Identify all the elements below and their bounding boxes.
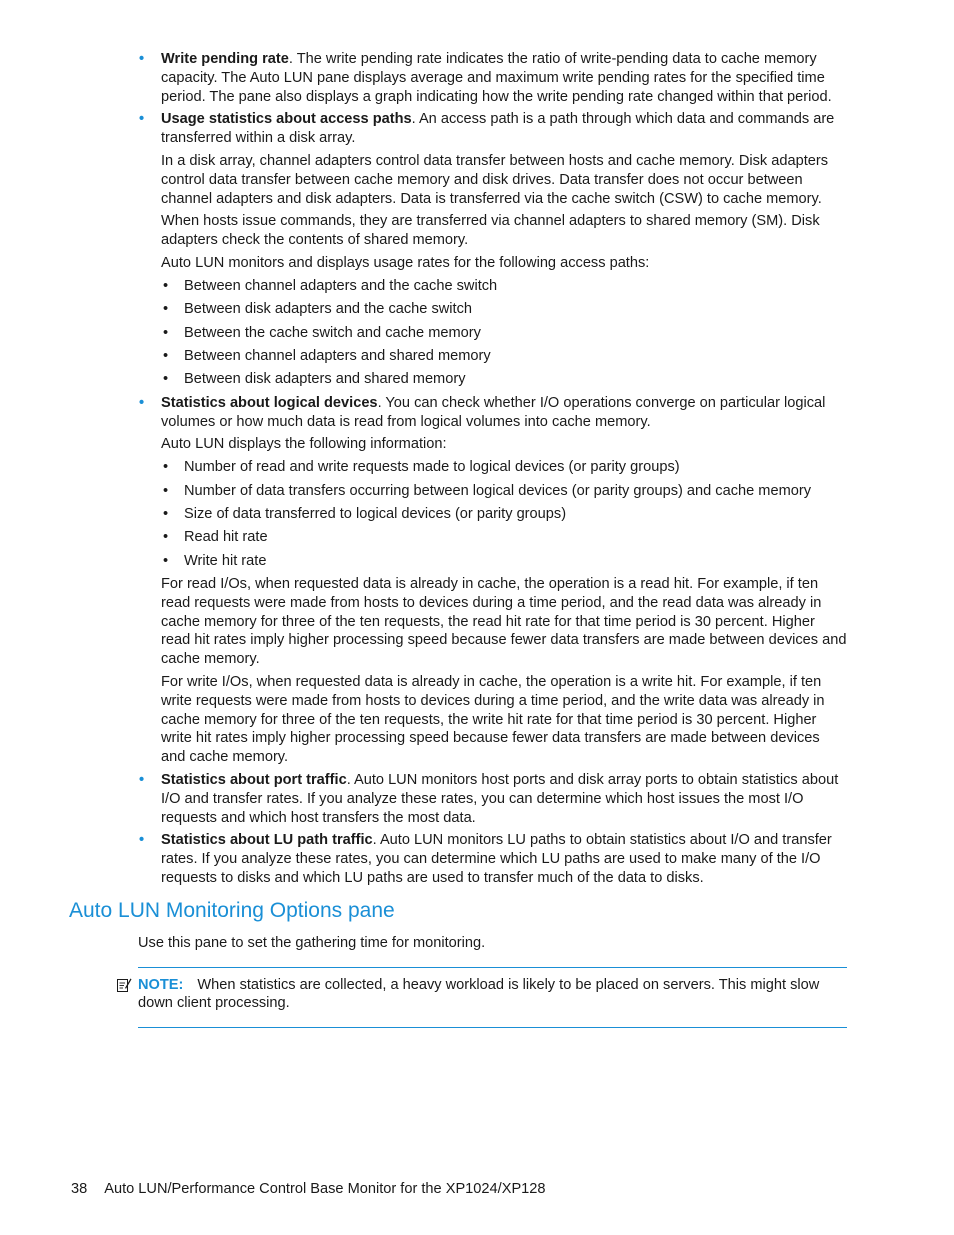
bullet: • bbox=[163, 277, 169, 294]
list-item bbox=[139, 50, 847, 106]
item-text: . The write pending rate indicates the ratio of write-pending data to cache memory capacity. The Auto LUN pane displays average and maximum write pending rates for the specified time period. The pane also displays a graph indicating how the write pending rate changed within that period. bbox=[161, 51, 832, 105]
sub-list-item: • Between the cache switch and cache memory bbox=[163, 324, 481, 341]
note-icon bbox=[116, 977, 132, 993]
bullet: • bbox=[163, 301, 169, 318]
footer-title: Auto LUN/Performance Control Base Monitor for the XP1024/XP128 bbox=[104, 1181, 546, 1197]
note-text: When statistics are collected, a heavy workload is likely to be placed on servers. This might slow down client processing. bbox=[138, 976, 820, 1012]
sub-list-item: • Size of data transferred to logical devices (or parity groups) bbox=[163, 505, 567, 522]
item-term: Statistics about port traffic bbox=[161, 772, 347, 789]
sub-list-item: • Between channel adapters and the cache switch bbox=[163, 277, 498, 294]
bullet: • bbox=[139, 394, 145, 411]
bullet: • bbox=[163, 552, 169, 569]
bullet: • bbox=[139, 772, 145, 789]
page-number: 38 bbox=[71, 1181, 88, 1197]
list-item bbox=[139, 771, 847, 827]
sub-list-item: • Number of read and write requests made to logical devices (or parity groups) bbox=[163, 459, 680, 476]
sub-list-item: • Number of data transfers occurring between logical devices (or parity groups) and cache memory bbox=[163, 482, 812, 499]
paragraph: Auto LUN displays the following information: bbox=[161, 436, 447, 453]
document-body bbox=[0, 50, 954, 1028]
bullet: • bbox=[163, 324, 169, 341]
paragraph: For write I/Os, when requested data is already in cache, the operation is a write hit. For example, if ten write requests were made from hosts to devices during a time period, and the write data was already in cache memory for three of the ten requests, the write hit rate for that time period is 30 percent. Higher write hit rates imply higher processing speed because fewer data transfers are made between devices and cache memory. bbox=[161, 674, 825, 766]
bullet: • bbox=[163, 371, 169, 388]
bullet: • bbox=[163, 347, 169, 364]
item-text: . You can check whether I/O operations converge on particular logical volumes or how much data is read from logical volumes into cache memory. bbox=[161, 394, 826, 430]
sub-list-item: • Between channel adapters and shared memory bbox=[163, 347, 491, 364]
page-footer bbox=[71, 1180, 546, 1199]
bullet: • bbox=[139, 111, 145, 128]
paragraph: When hosts issue commands, they are transferred via channel adapters to shared memory (SM). Disk adapters check the contents of shared memory. bbox=[161, 213, 820, 249]
paragraph: Auto LUN monitors and displays usage rates for the following access paths: bbox=[161, 254, 650, 271]
paragraph: In a disk array, channel adapters control data transfer between hosts and cache memory. Disk adapters control data transfer between cache memory and disk drives. Data transfer does not occur between channel adapters and disk adapters. Data is transferred via the cache switch (CSW) to cache memory. bbox=[161, 152, 829, 207]
section-heading: Auto LUN Monitoring Options pane bbox=[69, 898, 395, 922]
note-box bbox=[138, 967, 847, 1029]
item-term: Write pending rate bbox=[161, 51, 289, 67]
item-text: . Auto LUN monitors LU paths to obtain statistics about I/O and transfer rates. If you analyze these rates, you can determine which LU paths are used to make many of the I/O requests to disks and which LU paths are used to transfer much of the data to disks. bbox=[161, 832, 832, 887]
list-item bbox=[139, 394, 847, 432]
sub-list-item: • Between disk adapters and shared memory bbox=[163, 371, 466, 388]
item-text: . Auto LUN monitors host ports and disk array ports to obtain statistics about I/O and transfer rates. If you analyze these rates, you can determine which host issues the most I/O requests and which host transfers the most data. bbox=[161, 772, 839, 826]
section-intro: Use this pane to set the gathering time for monitoring. bbox=[138, 934, 486, 951]
bullet: • bbox=[163, 529, 169, 546]
paragraph: For read I/Os, when requested data is already in cache, the operation is a read hit. For example, if ten read requests were made from hosts to devices during a time period, and the read data was already in cache memory for three of the ten requests, the read hit rate for that time period is 30 percent. Higher read hit rates imply higher processing speed because fewer data transfers are made between devices and cache memory. bbox=[161, 576, 847, 668]
list-item bbox=[139, 831, 847, 887]
item-term: Statistics about logical devices bbox=[161, 394, 378, 411]
bullet: • bbox=[163, 459, 169, 476]
note-label: NOTE: bbox=[138, 976, 184, 993]
item-text: . An access path is a path through which data and commands are transferred within a disk array. bbox=[161, 111, 835, 147]
sub-list-item: • Write hit rate bbox=[163, 552, 267, 569]
list-item bbox=[139, 110, 847, 148]
bullet: • bbox=[163, 505, 169, 522]
sub-list-item: • Between disk adapters and the cache switch bbox=[163, 301, 472, 318]
item-term: Usage statistics about access paths bbox=[161, 111, 412, 128]
bullet: • bbox=[139, 51, 145, 67]
item-term: Statistics about LU path traffic bbox=[161, 832, 373, 849]
sub-list-item: • Read hit rate bbox=[163, 529, 268, 546]
bullet: • bbox=[139, 832, 145, 849]
bullet: • bbox=[163, 482, 169, 499]
